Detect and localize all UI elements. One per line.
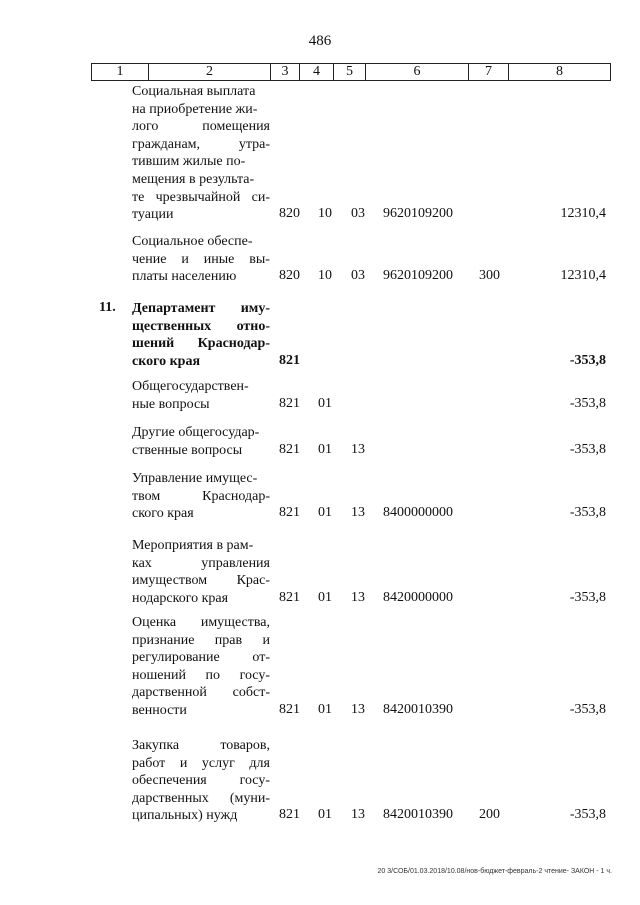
cell-c8: -353,8 <box>569 352 606 368</box>
cell-c7: 300 <box>479 268 500 284</box>
description-line <box>132 470 270 488</box>
description-word: утра- <box>238 136 270 152</box>
row-description <box>132 614 270 720</box>
cell-c5: 03 <box>351 206 365 222</box>
description-word: ского края <box>132 353 201 369</box>
cell-c8: -353,8 <box>569 441 606 457</box>
description-word: госу- <box>239 773 270 789</box>
description-word: щественных <box>132 318 212 334</box>
description-word: отно- <box>236 318 270 334</box>
header-cell: 7 <box>469 64 509 80</box>
row-description <box>132 470 270 523</box>
cell-c3: 820 <box>279 206 300 222</box>
cell-c4: 01 <box>318 395 332 411</box>
description-word: регулирование <box>132 650 220 666</box>
description-line <box>132 424 270 442</box>
description-word: твом <box>132 488 161 504</box>
header-cell: 8 <box>556 64 563 79</box>
description-line <box>132 233 270 251</box>
description-word: помещения <box>202 119 270 135</box>
description-word: по <box>205 667 221 683</box>
row-description <box>132 537 270 607</box>
cell-c8: -353,8 <box>569 702 606 717</box>
footer-reference: 20 3/СОБ/01.03.2018/10.08/нов-бюджет-февраль-2 чтение- ЗАКОН - 1 ч. <box>377 868 612 875</box>
description-word: туации <box>132 207 174 223</box>
description-word: Управление имущес- <box>132 471 258 486</box>
description-word: имущества, <box>200 615 270 630</box>
description-word: си- <box>251 189 270 205</box>
description-word: и <box>179 755 188 771</box>
header-cell: 4 <box>300 64 334 80</box>
description-line <box>132 807 270 825</box>
description-word: ные вопросы <box>132 396 210 412</box>
description-line <box>132 772 270 790</box>
cell-c6: 8420010390 <box>383 807 453 823</box>
description-word: чрезвычайной <box>155 189 241 205</box>
description-line <box>132 153 270 171</box>
cell-c3: 821 <box>279 702 300 717</box>
cell-c6: 9620109200 <box>383 206 453 222</box>
description-line <box>132 537 270 555</box>
description-word: ципальных) нужд <box>132 808 238 824</box>
description-line <box>132 300 270 318</box>
description-line <box>132 353 270 371</box>
description-word: прав <box>214 632 243 648</box>
description-line <box>132 505 270 523</box>
header-cell: 6 <box>366 64 469 80</box>
description-word: лого <box>132 119 159 135</box>
table-header-row <box>91 63 611 81</box>
description-word: обеспечения <box>132 773 207 789</box>
cell-c8: -353,8 <box>569 807 606 823</box>
description-word: шений <box>132 336 175 352</box>
description-line <box>132 667 270 685</box>
description-word: Оценка <box>132 615 177 630</box>
section-number: 11. <box>99 300 116 315</box>
description-word: гражданам, <box>132 136 201 152</box>
description-word: собст- <box>232 685 270 701</box>
description-word: товаров, <box>220 738 270 753</box>
description-word: дарственных <box>132 790 209 806</box>
cell-c3: 821 <box>279 505 300 521</box>
cell-c3: 821 <box>279 807 300 823</box>
description-line <box>132 614 270 632</box>
row-description <box>132 233 270 286</box>
description-word: ках <box>132 555 152 571</box>
description-word: нодарского края <box>132 590 229 606</box>
cell-c3: 821 <box>279 441 300 457</box>
description-word: госу- <box>239 667 270 683</box>
cell-c8: 12310,4 <box>560 206 606 222</box>
cell-c6: 8400000000 <box>383 505 453 521</box>
description-word: имуществом <box>132 573 208 589</box>
description-word: (муни- <box>229 790 270 806</box>
description-line <box>132 590 270 608</box>
description-line <box>132 378 270 396</box>
description-word: услуг <box>201 755 235 771</box>
description-word: для <box>249 755 270 771</box>
description-word: венности <box>132 702 187 718</box>
description-line <box>132 118 270 136</box>
description-line <box>132 101 270 119</box>
description-line <box>132 335 270 353</box>
header-cell: 2 <box>149 64 271 80</box>
cell-c8: -353,8 <box>569 589 606 605</box>
description-word: дарственной <box>132 685 207 701</box>
description-word: Краснодар- <box>197 336 270 352</box>
description-word: ского края <box>132 506 194 522</box>
description-line <box>132 555 270 573</box>
cell-c4: 10 <box>318 206 332 222</box>
description-line <box>132 171 270 189</box>
description-word: и <box>262 632 270 648</box>
description-word: и <box>181 251 189 267</box>
description-word: признание <box>132 632 195 648</box>
cell-c6: 8420010390 <box>383 702 453 717</box>
description-line <box>132 684 270 702</box>
cell-c4: 01 <box>318 441 332 457</box>
description-word: Закупка <box>132 738 180 753</box>
cell-c8: -353,8 <box>569 395 606 411</box>
cell-c4: 01 <box>318 589 332 605</box>
description-line <box>132 268 270 286</box>
description-line <box>132 318 270 336</box>
cell-c3: 820 <box>279 268 300 284</box>
cell-c5: 13 <box>351 505 365 521</box>
description-word: управления <box>201 555 270 571</box>
cell-c4: 01 <box>318 505 332 521</box>
description-word: работ <box>132 755 166 771</box>
cell-c5: 03 <box>351 268 365 284</box>
description-word: иму- <box>240 301 270 316</box>
description-word: Мероприятия в рам- <box>132 538 254 553</box>
header-cell: 5 <box>334 64 366 80</box>
description-word: Общегосударствен- <box>132 379 249 394</box>
description-word: ственные вопросы <box>132 442 243 458</box>
cell-c3: 821 <box>279 395 300 411</box>
cell-c8: -353,8 <box>569 505 606 521</box>
row-description <box>132 300 270 370</box>
row-description <box>132 378 270 413</box>
page-number: 486 <box>308 33 332 49</box>
cell-c7: 200 <box>479 807 500 823</box>
description-line <box>132 649 270 667</box>
cell-c4: 01 <box>318 702 332 717</box>
description-word: иные <box>203 251 235 267</box>
cell-c5: 13 <box>351 589 365 605</box>
description-word: Другие общегосудар- <box>132 425 260 440</box>
description-line <box>132 737 270 755</box>
description-word: ношений <box>132 667 186 683</box>
cell-c8: 12310,4 <box>560 268 606 284</box>
header-cell: 1 <box>92 64 149 80</box>
description-word: Крас- <box>236 573 270 589</box>
description-line <box>132 442 270 460</box>
description-line <box>132 206 270 224</box>
description-word: чение <box>132 251 167 267</box>
description-word: Краснодар- <box>202 488 270 504</box>
description-line <box>132 136 270 154</box>
cell-c3: 821 <box>279 589 300 605</box>
description-line <box>132 396 270 414</box>
description-word: на приобретение жи- <box>132 101 258 117</box>
cell-c5: 13 <box>351 807 365 823</box>
cell-c4: 10 <box>318 268 332 284</box>
description-line <box>132 488 270 506</box>
header-cell: 3 <box>271 64 300 80</box>
cell-c5: 13 <box>351 702 365 717</box>
description-line <box>132 189 270 207</box>
description-line <box>132 83 270 101</box>
row-description <box>132 424 270 459</box>
description-line <box>132 632 270 650</box>
description-line <box>132 790 270 808</box>
cell-c6: 8420000000 <box>383 589 453 605</box>
description-word: мещения в результа- <box>132 171 255 187</box>
cell-c3: 821 <box>279 352 300 368</box>
description-word: Социальное обеспе- <box>132 234 253 249</box>
description-word: Департамент <box>132 301 216 316</box>
cell-c5: 13 <box>351 441 365 457</box>
cell-c4: 01 <box>318 807 332 823</box>
description-word: платы населению <box>132 269 237 285</box>
description-word: те <box>132 189 145 205</box>
description-word: от- <box>252 650 270 666</box>
description-line <box>132 572 270 590</box>
description-word: Социальная выплата <box>132 84 256 99</box>
description-word: тившим жилые по- <box>132 154 246 170</box>
description-line <box>132 251 270 269</box>
description-word: вы- <box>249 251 270 267</box>
row-description <box>132 737 270 825</box>
row-description <box>132 83 270 224</box>
description-line <box>132 702 270 720</box>
cell-c6: 9620109200 <box>383 268 453 284</box>
description-line <box>132 755 270 773</box>
